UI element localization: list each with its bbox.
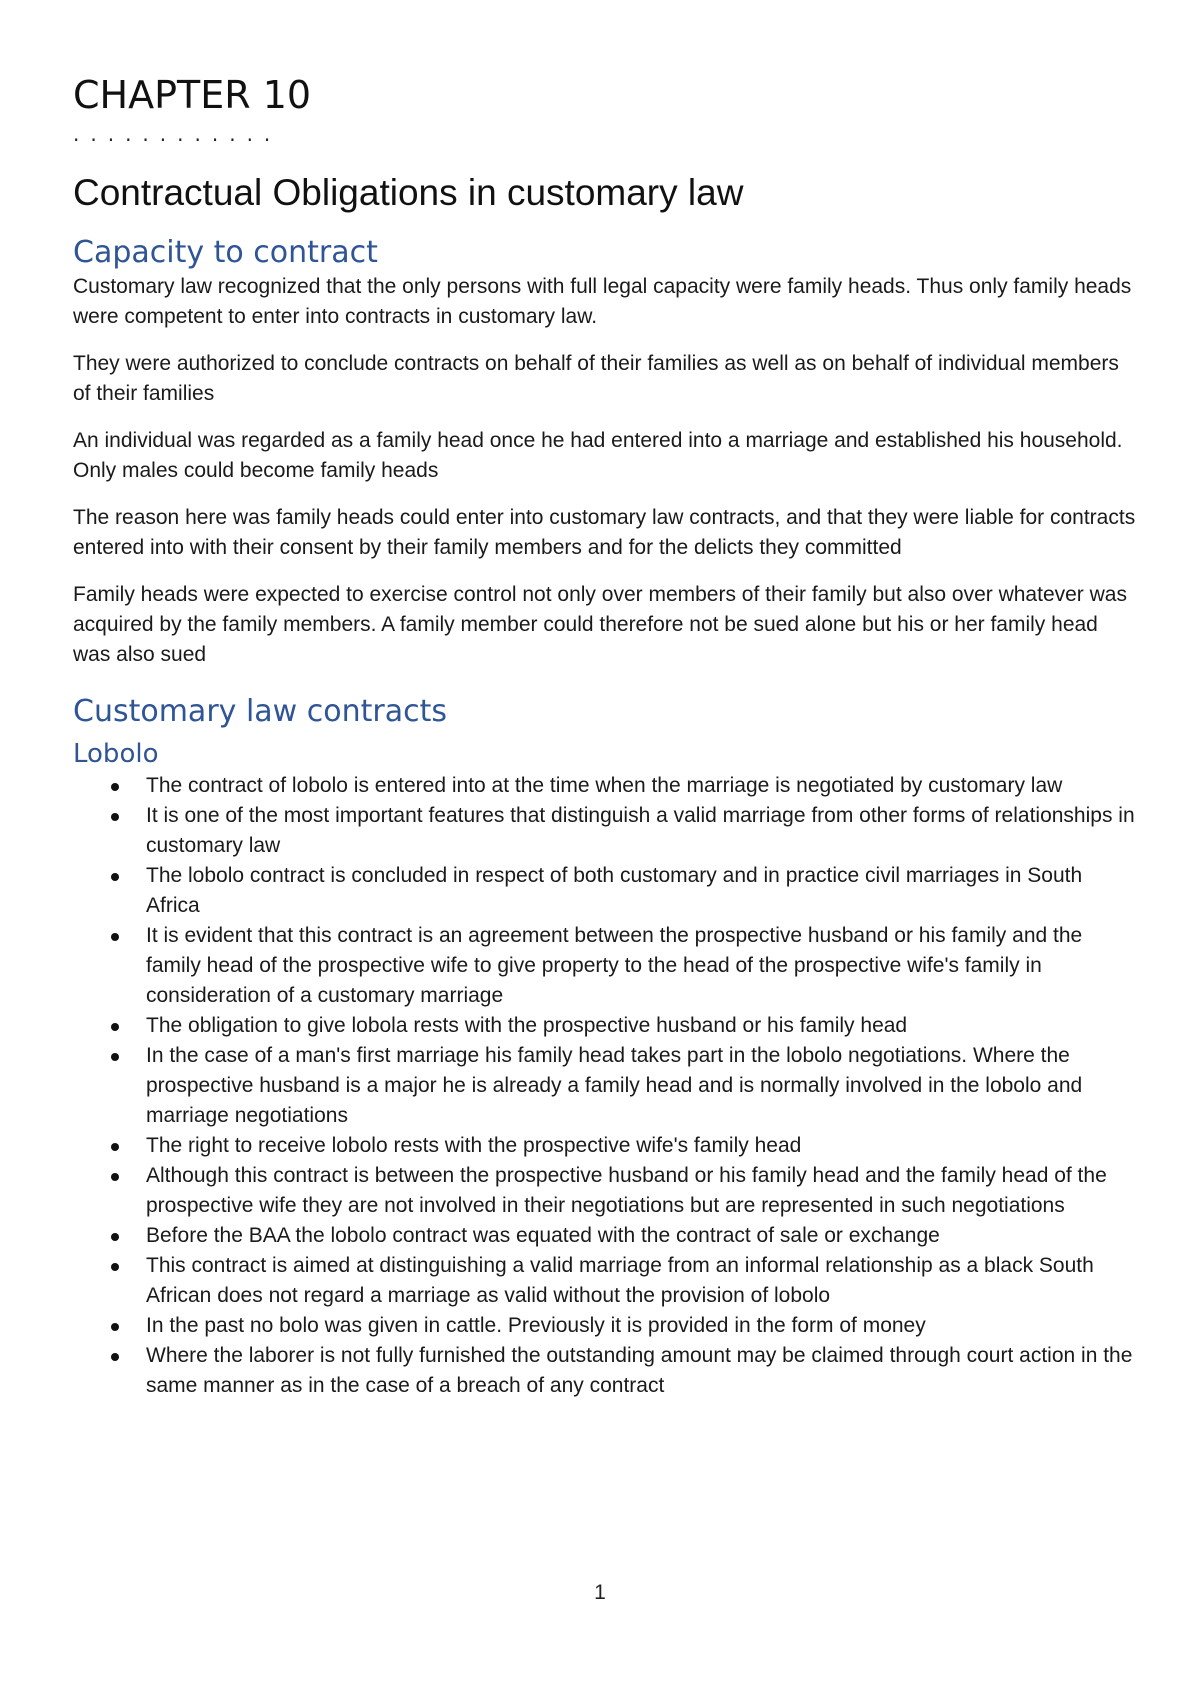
bullet-icon <box>111 1023 119 1031</box>
bullet-icon <box>111 813 119 821</box>
list-item <box>73 1131 1138 1161</box>
list-item <box>73 1041 1138 1131</box>
list-item-text: Where the laborer is not fully furnished the outstanding amount may be claimed through court action in the same manner as in the case of a breach of any contract <box>146 1344 1133 1397</box>
section-heading-customary-contracts: Customary law contracts <box>73 694 447 729</box>
paragraph: The reason here was family heads could enter into customary law contracts, and that they were liable for contracts entered into with their consent by their family members and for the delicts they committed <box>73 506 1136 559</box>
bullet-icon <box>111 873 119 881</box>
list-item <box>73 1221 1138 1251</box>
list-item-text: In the case of a man's first marriage his family head takes part in the lobolo negotiations. Where the prospective husband is a major he is already a family head and is normally involved in the lobolo and marriage negotiations <box>146 1044 1083 1127</box>
list-item <box>73 1011 1138 1041</box>
section-heading-capacity: Capacity to contract <box>73 235 378 270</box>
bullet-icon <box>111 1233 119 1241</box>
list-item-text: Before the BAA the lobolo contract was equated with the contract of sale or exchange <box>146 1224 940 1247</box>
list-item-text: It is one of the most important features that distinguish a valid marriage from other forms of relationships in customary law <box>146 804 1135 857</box>
bullet-icon <box>111 933 119 941</box>
list-item <box>73 1311 1138 1341</box>
list-item-text: Although this contract is between the prospective husband or his family head and the family head of the prospective wife they are not involved in their negotiations but are represented in such negotiations <box>146 1164 1107 1217</box>
paragraph: An individual was regarded as a family head once he had entered into a marriage and established his household. Only males could become family heads <box>73 429 1123 482</box>
subsection-heading-lobolo: Lobolo <box>73 739 159 769</box>
paragraph: They were authorized to conclude contracts on behalf of their families as well as on behalf of individual members of their families <box>73 352 1119 405</box>
page-content <box>73 70 1138 1401</box>
bullet-icon <box>111 1263 119 1271</box>
list-item-text: The right to receive lobolo rests with the prospective wife's family head <box>146 1134 802 1157</box>
page-number: 1 <box>594 1581 606 1604</box>
bullet-icon <box>111 1053 119 1061</box>
bullet-icon <box>111 1323 119 1331</box>
list-item-text: The lobolo contract is concluded in respect of both customary and in practice civil marriages in South Africa <box>146 864 1083 917</box>
lobolo-bullet-list <box>73 771 1138 1401</box>
list-item-text: It is evident that this contract is an agreement between the prospective husband or his family and the family head of the prospective wife to give property to the head of the prospective wife's family in consideration of a customary marriage <box>146 924 1083 1007</box>
document-title: Contractual Obligations in customary law <box>73 172 744 213</box>
bullet-icon <box>111 783 119 791</box>
bullet-icon <box>111 1143 119 1151</box>
dotted-separator: ............ <box>73 122 282 146</box>
list-item <box>73 1161 1138 1221</box>
bullet-icon <box>111 1173 119 1181</box>
list-item <box>73 1341 1138 1401</box>
list-item <box>73 801 1138 861</box>
list-item-text: The obligation to give lobola rests with the prospective husband or his family head <box>146 1014 908 1037</box>
paragraph: Customary law recognized that the only persons with full legal capacity were family heads. Thus only family heads were competent to enter into contracts in customary law. <box>73 275 1132 328</box>
list-item <box>73 1251 1138 1311</box>
list-item-text: The contract of lobolo is entered into at the time when the marriage is negotiated by customary law <box>146 774 1063 797</box>
bullet-icon <box>111 1353 119 1361</box>
list-item <box>73 771 1138 801</box>
paragraph: Family heads were expected to exercise control not only over members of their family but also over whatever was acquired by the family members. A family member could therefore not be sued alone but his or her family head was also sued <box>73 583 1127 666</box>
list-item-text: In the past no bolo was given in cattle. Previously it is provided in the form of money <box>146 1314 926 1337</box>
chapter-heading: CHAPTER 10 <box>73 73 312 117</box>
list-item-text: This contract is aimed at distinguishing a valid marriage from an informal relationship as a black South African does not regard a marriage as valid without the provision of lobolo <box>146 1254 1094 1307</box>
list-item <box>73 921 1138 1011</box>
list-item <box>73 861 1138 921</box>
